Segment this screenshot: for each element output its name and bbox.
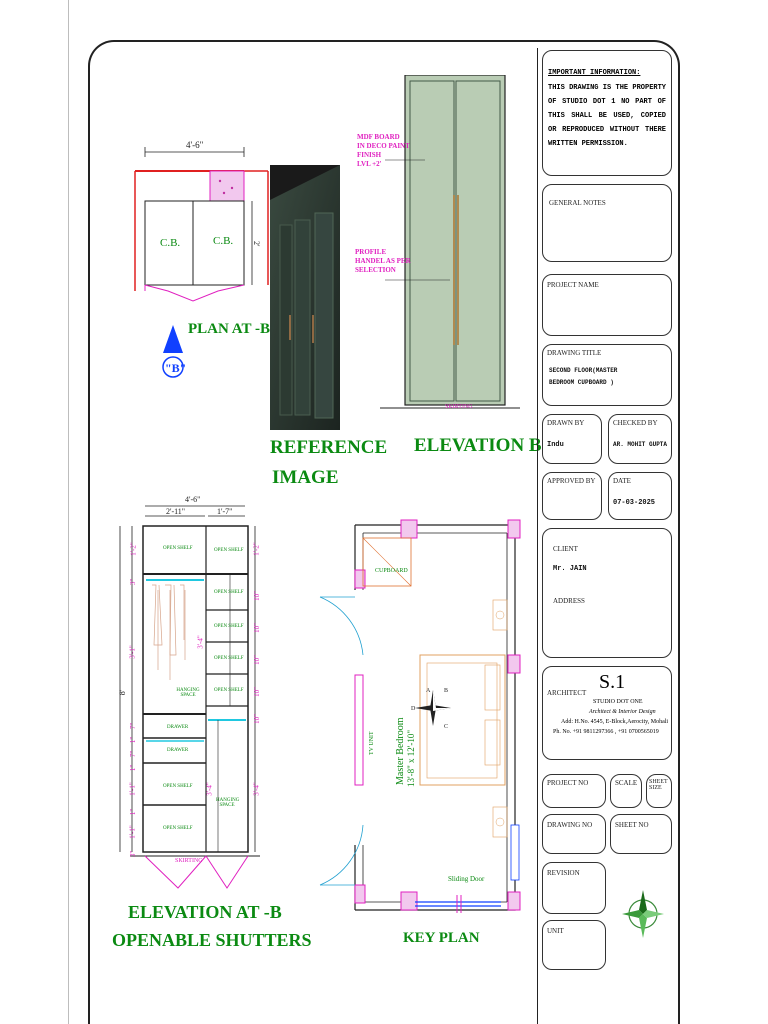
firm-phone: Ph. No. +91 9811297366 , +91 0700565019	[553, 729, 659, 735]
drawn-by-value: Indu	[547, 441, 564, 449]
key-plan-title: KEY PLAN	[403, 930, 480, 946]
key-plan-room-name: Master Bedroom	[395, 717, 406, 785]
architect-label: ARCHITECT	[547, 689, 587, 697]
note-mdf-line: LVL +2'	[357, 160, 382, 168]
drawing-title-label: DRAWING TITLE	[547, 349, 602, 357]
right-dim: 10"	[252, 714, 261, 724]
revision-box	[542, 862, 606, 914]
scale-box	[610, 774, 642, 808]
revision-label: REVISION	[547, 869, 580, 877]
left-dim: 1'-1"	[128, 782, 137, 796]
key-plan-room-size: 13'-8" x 12'-10"	[406, 729, 416, 787]
date-value: 07-03-2025	[613, 499, 656, 507]
left-dim: 7"	[129, 750, 138, 758]
firm-address: Add: H.No. 4545, E-Block,Aerocity, Mohali	[561, 719, 669, 725]
shelf-label: OPEN SHELF	[214, 590, 244, 595]
left-dim: 3"	[129, 850, 138, 858]
note-profile-line: SELECTION	[355, 266, 396, 274]
shelf-label: OPEN SHELF	[214, 688, 244, 693]
approved-by-box	[542, 472, 602, 520]
general-notes-box	[542, 184, 672, 262]
drawn-by-label: DRAWN BY	[547, 419, 585, 427]
shelf-label: HANGING SPACE	[176, 688, 200, 698]
shelf-label: DRAWER	[167, 748, 189, 753]
approved-by-label: APPROVED BY	[547, 477, 596, 485]
compass-label-c: C	[444, 724, 449, 730]
important-info-text: THIS DRAWING IS THE PROPERTY OF STUDIO DOT 1 NO PART OF THIS SHALL BE USED, COPIED OR REPRODUCED WITHOUT THERE WRITTEN PERMISSION.	[548, 84, 666, 148]
shelf-label: OPEN SHELF	[163, 546, 193, 551]
unit-label: UNIT	[547, 927, 564, 935]
drawing-title-box	[542, 344, 672, 406]
project-name-label: PROJECT NAME	[547, 281, 599, 289]
scale-label: SCALE	[615, 779, 638, 787]
firm-logo: S.1	[599, 671, 626, 693]
reference-image-photo	[270, 165, 340, 430]
sheet-size-box	[646, 774, 672, 808]
left-dim: 1"	[129, 736, 138, 744]
reference-title-line1: REFERENCE	[270, 437, 388, 458]
important-info-label: IMPORTANT INFORMATION:	[548, 69, 641, 77]
plan-depth-dim: 2'	[252, 241, 261, 247]
mid-dim: 3'-4"	[196, 635, 205, 649]
note-mdf-line: MDF BOARD	[357, 133, 400, 141]
checked-by-label: CHECKED BY	[613, 419, 658, 427]
overall-height-dim: 8'	[118, 689, 128, 696]
elevation-b-note-mdf	[357, 133, 410, 169]
shelf-label: HANGING SPACE	[216, 798, 240, 808]
elevation-b-drawing	[350, 75, 520, 415]
project-no-box	[542, 774, 606, 808]
shelf-label: OPEN SHELF	[163, 826, 193, 831]
compass-rose-icon	[411, 688, 451, 730]
compass-label-b: B	[444, 688, 449, 694]
date-label: DATE	[613, 477, 631, 485]
client-label: CLIENT	[553, 545, 578, 553]
note-mdf-line: FINISH	[357, 151, 382, 159]
checked-by-box	[608, 414, 672, 464]
elevation-b-note-profile	[355, 248, 411, 275]
unit-box	[542, 920, 606, 970]
firm-name: STUDIO DOT ONE	[593, 699, 643, 705]
client-value: Mr. JAIN	[553, 565, 587, 573]
checked-by-value: AR. MOHIT GUPTA	[613, 441, 668, 448]
address-label: ADDRESS	[553, 597, 585, 605]
elevation-ab-title-line1: ELEVATION AT -B	[128, 902, 282, 922]
compass-label-a: A	[426, 688, 431, 694]
elevation-overall-width: 4'-6"	[185, 495, 201, 504]
elevation-b-title: ELEVATION B	[414, 435, 542, 456]
right-dim: 10"	[252, 623, 261, 633]
left-dim: 1'-2"	[129, 542, 138, 556]
drawing-no-box	[542, 814, 606, 854]
project-name-box	[542, 274, 672, 336]
compass-logo-icon	[620, 880, 666, 950]
sheet-no-box	[610, 814, 672, 854]
page-edge-line	[68, 0, 69, 1024]
compass-label-d: D	[411, 706, 416, 712]
left-dim: 3"	[129, 578, 138, 586]
note-profile-line: HANDEL AS PER	[355, 257, 411, 265]
key-plan-tv-unit: TV UNIT	[369, 731, 375, 755]
note-mdf-line: IN DECO PAINT	[357, 142, 410, 150]
right-dim: 10"	[252, 591, 261, 601]
key-plan-sliding-door: Sliding Door	[448, 875, 485, 883]
elevation-right-width: 1'-7"	[217, 507, 233, 516]
date-box	[608, 472, 672, 520]
plan-title: PLAN AT -B	[188, 321, 270, 337]
project-no-label: PROJECT NO	[547, 779, 589, 787]
general-notes-label: GENERAL NOTES	[549, 199, 606, 207]
right-dim: 10"	[252, 687, 261, 697]
mid-dim: 3'-4"	[205, 782, 214, 796]
reference-title-line2: IMAGE	[272, 467, 339, 488]
plan-cb-right: C.B.	[213, 235, 234, 247]
important-info-box	[542, 50, 672, 176]
right-dim: 1'-2"	[252, 542, 261, 556]
key-plan-drawing	[315, 515, 530, 915]
elevation-ab-title-line2: OPENABLE SHUTTERS	[112, 930, 312, 950]
sheet-size-label: SHEET SIZE	[649, 779, 668, 791]
right-dim: 10"	[252, 655, 261, 665]
architect-box	[542, 666, 672, 760]
plan-marker-b: "B"	[165, 361, 187, 375]
sheet-no-label: SHEET NO	[615, 821, 649, 829]
left-dim: 1"	[129, 808, 138, 816]
firm-tagline: Architect & Interior Design	[589, 709, 656, 715]
drawn-by-box	[542, 414, 602, 464]
elevation-ab-skirting: SKIRTING	[175, 858, 203, 864]
left-dim: 3'-1"	[128, 645, 137, 659]
shelf-label: OPEN SHELF	[214, 656, 244, 661]
plan-width-dim: 4'-6"	[186, 140, 204, 150]
plan-at-b-drawing	[120, 135, 270, 385]
plan-cb-left: C.B.	[160, 237, 181, 249]
drawing-no-label: DRAWING NO	[547, 821, 593, 829]
right-dim: 3'-4"	[252, 782, 261, 796]
shelf-label: DRAWER	[167, 725, 189, 730]
elevation-b-skirting: SKIRTING	[445, 404, 473, 410]
shelf-label: OPEN SHELF	[214, 624, 244, 629]
note-profile-line: PROFILE	[355, 248, 387, 256]
drawing-title-value: SECOND FLOOR(MASTER BEDROOM CUPBOARD )	[549, 367, 618, 386]
elevation-left-width: 2'-11"	[166, 507, 186, 516]
key-plan-cupboard: CUPBOARD	[375, 568, 408, 574]
client-box	[542, 528, 672, 658]
shelf-label: OPEN SHELF	[163, 784, 193, 789]
left-dim: 1'-1"	[128, 825, 137, 839]
left-dim: 7"	[129, 722, 138, 730]
shelf-label: OPEN SHELF	[214, 548, 244, 553]
left-dim: 1"	[129, 764, 138, 772]
title-block	[537, 48, 678, 1024]
